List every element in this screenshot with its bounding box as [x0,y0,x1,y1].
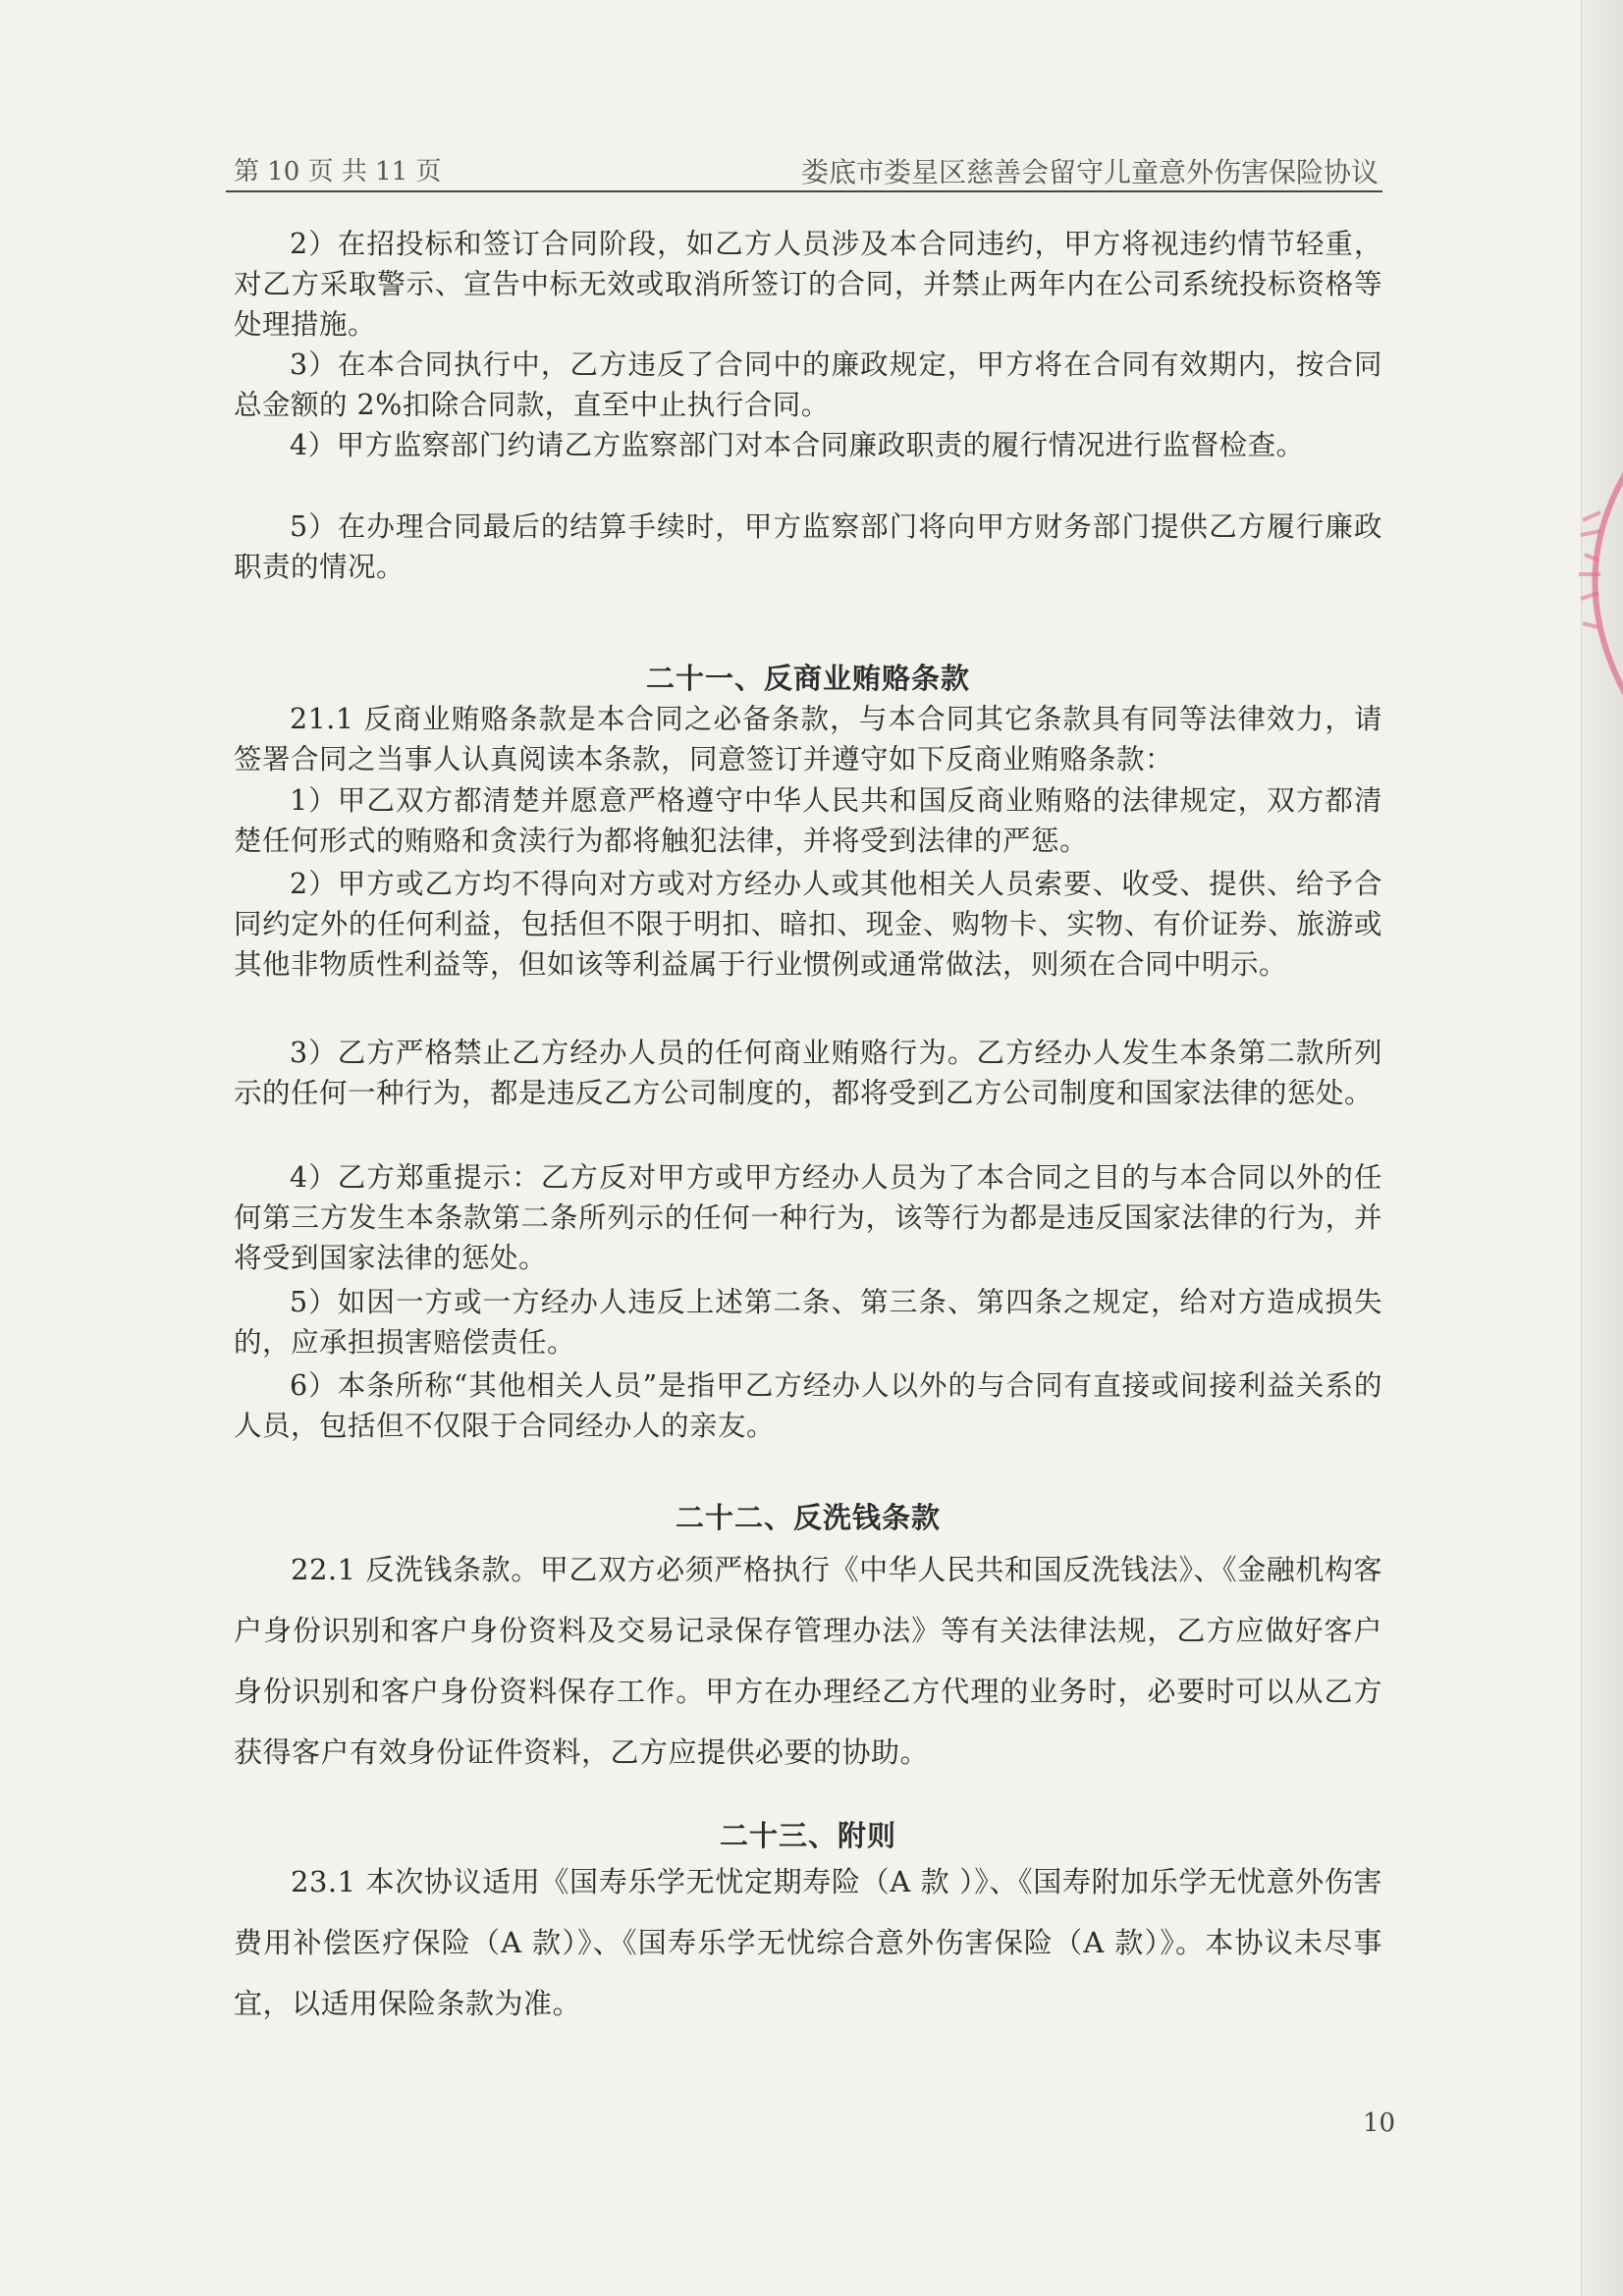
section21-item4: 4）乙方郑重提示：乙方反对甲方或甲方经办人员为了本合同之目的与本合同以外的任何第三方发生本条款第二条所列示的任何一种行为，该等行为都是违反国家法律的行为，并将受到国家法律的惩处。 [234,1161,1382,1274]
page-header [226,147,1382,192]
page-edge-shadow [1581,0,1623,2296]
section21-item5: 5）如因一方或一方经办人违反上述第二条、第三条、第四条之规定，给对方造成损失的，应承担损害赔偿责任。 [234,1286,1382,1359]
seal-stamp-icon [1553,461,1623,707]
section20-item5: 5）在办理合同最后的结算手续时，甲方监察部门将向甲方财务部门提供乙方履行廉政职责的情况。 [234,510,1382,583]
section21-title: 二十一、反商业贿赂条款 [645,662,970,695]
section23-title: 二十三、附则 [719,1819,896,1852]
section20-item3: 3）在本合同执行中，乙方违反了合同中的廉政规定，甲方将在合同有效期内，按合同总金额的 2%扣除合同款，直至中止执行合同。 [234,348,1382,421]
section20-item2: 2）在招投标和签订合同阶段，如乙方人员涉及本合同违约，甲方将视违约情节轻重，对乙方采取警示、宣告中标无效或取消所签订的合同，并禁止两年内在公司系统投标资格等处理措施。 [234,228,1382,341]
document-title: 娄底市娄星区慈善会留守儿童意外伤害保险协议 [800,156,1379,188]
section21-item2: 2）甲方或乙方均不得向对方或对方经办人或其他相关人员索要、收受、提供、给予合同约定外的任何利益，包括但不限于明扣、暗扣、现金、购物卡、实物、有价证券、旅游或其他非物质性利益等，但如该等利益属于行业惯例或通常做法，则须在合同中明示。 [234,868,1382,981]
section21-intro: 21.1 反商业贿赂条款是本合同之必备条款，与本合同其它条款具有同等法律效力，请签署合同之当事人认真阅读本条款，同意签订并遵守如下反商业贿赂条款： [234,703,1382,775]
section22-title: 二十二、反洗钱条款 [675,1501,941,1534]
section23-item1: 23.1 本次协议适用《国寿乐学无忧定期寿险（A 款 ）》、《国寿附加乐学无忧意外伤害费用补偿医疗保险（A 款）》、《国寿乐学无忧综合意外伤害保险（A 款）》。本协议未尽事宜，以适用保险条款为准。 [234,1865,1382,2020]
section21-item1: 1）甲乙双方都清楚并愿意严格遵守中华人民共和国反商业贿赂的法律规定，双方都清楚任何形式的贿赂和贪渎行为都将触犯法律，并将受到法律的严惩。 [234,784,1382,857]
section21-item3: 3）乙方严格禁止乙方经办人员的任何商业贿赂行为。乙方经办人发生本条第二款所列示的任何一种行为，都是违反乙方公司制度的，都将受到乙方公司制度和国家法律的惩处。 [234,1037,1382,1109]
section20-item4: 4）甲方监察部门约请乙方监察部门对本合同廉政职责的履行情况进行监督检查。 [290,429,1305,461]
section21-item6: 6）本条所称“其他相关人员”是指甲乙方经办人以外的与合同有直接或间接利益关系的人员，包括但不仅限于合同经办人的亲友。 [234,1369,1382,1442]
page-info: 第 10 页 共 11 页 [234,157,442,187]
page-number: 10 [1363,2109,1396,2138]
section22-item1: 22.1 反洗钱条款。甲乙双方必须严格执行《中华人民共和国反洗钱法》、《金融机构客户身份识别和客户身份资料及交易记录保存管理办法》等有关法律法规，乙方应做好客户身份识别和客户身份资料保存工作。甲方在办理经乙方代理的业务时，必要时可以从乙方获得客户有效身份证件资料，乙方应提供必要的协助。 [234,1553,1382,1769]
